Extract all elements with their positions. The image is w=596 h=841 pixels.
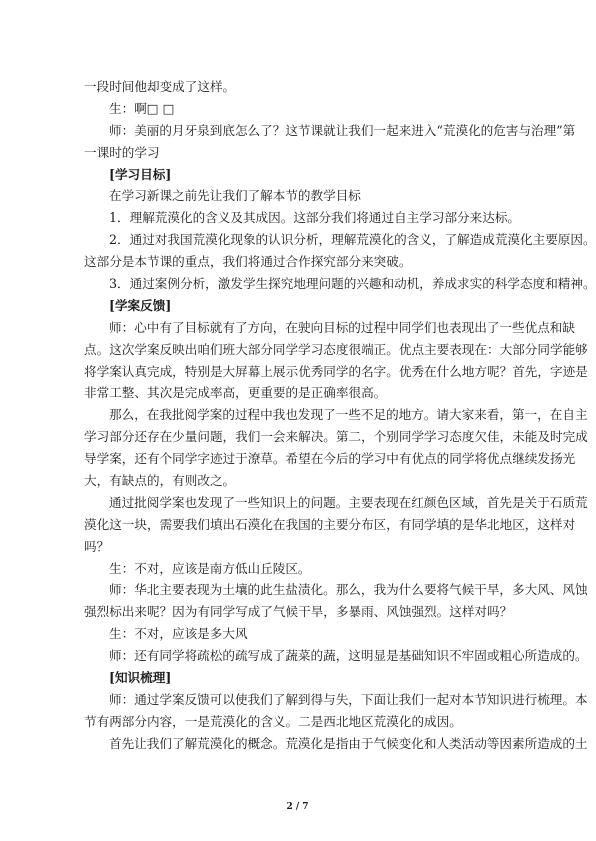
text-line: 生：不对，应该是南方低山丘陵区。 [109,560,311,576]
section-heading: [知识梳理] [109,670,172,686]
text-line: 节有两部分内容，一是荒漠化的含义。二是西北地区荒漠化的成因。 [84,713,462,729]
text-line: 首先让我们了解荒漠化的概念。荒漠化是指由于气候变化和人类活动等因素所造成的土 [109,735,588,751]
text-line: 通过批阅学案也发现了一些知识上的问题。主要表现在红颜色区域，首先是关于石质荒 [109,494,588,510]
text-line: 那么，在我批阅学案的过程中我也发现了一些不足的地方。请大家来看，第一，在自主 [109,407,588,423]
document-body [84,76,596,755]
text-line: 一课时的学习 [84,144,160,160]
text-line: 强烈标出来呢？因为有同学写成了气候干旱，多暴雨、风蚀强烈。这样对吗？ [84,604,513,620]
text-line: 师：华北主要表现为土壤的此生盐渍化。那么，我为什么要将气候干旱，多大风、风蚀 [109,582,588,598]
text-line: 在学习新课之前先让我们了解本节的教学目标 [109,188,361,204]
text-line: 导学案，还有个同学字迹过于潦草。希望在今后的学习中有优点的同学将优点继续发扬光 [84,451,576,467]
text-line: 漠化这一块，需要我们填出石漠化在我国的主要分布区，有同学填的是华北地区，这样对 [84,516,576,532]
text-line: 吗？ [84,538,110,554]
text-line: 一段时间他却变成了这样。 [84,79,236,94]
text-line: 师：美丽的月牙泉到底怎么了？这节课就让我们一起来进入“荒漠化的危害与治理”第 [109,122,576,138]
text-line: 学习部分还存在少量问题，我们一会来解决。第二，个别同学学习态度欠佳，未能及时完成 [84,429,588,445]
text-line: 生：不对，应该是多大风 [109,626,248,642]
text-line: 2．通过对我国荒漠化现象的认识分析，理解荒漠化的含义，了解造成荒漠化主要原因。 [109,232,596,248]
text-line: 师：心中有了目标就有了方向，在驶向目标的过程中同学们也表现出了一些优点和缺 [109,319,575,335]
text-line: 生：啊□ □ [109,100,175,116]
section-heading: [学习目标] [109,166,172,182]
page-number: 2 / 7 [286,802,309,812]
text-line: 点。这次学案反映出咱们班大部分同学学习态度很端正。优点主要表现在：大部分同学能够 [84,341,588,357]
text-line: 大，有缺点的，有则改之。 [84,473,236,489]
text-line: 非常工整、其次是完成率高，更重要的是正确率很高。 [84,385,387,401]
section-heading: [学案反馈] [109,297,172,313]
text-line: 将学案认真完成，特别是大屏幕上展示优秀同学的名字。优秀在什么地方呢？首先，字迹是 [84,363,588,379]
text-line: 3．通过案例分析，激发学生探究地理问题的兴趣和动机，养成求实的科学态度和精神。 [109,276,596,292]
text-line: 师：通过学案反馈可以使我们了解到得与失，下面让我们一起对本节知识进行梳理。本 [109,691,588,707]
text-line: 1．理解荒漠化的含义及其成因。这部分我们将通过自主学习部分来达标。 [109,210,521,226]
text-line: 这部分是本节课的重点，我们将通过合作探究部分来突破。 [84,254,412,270]
text-line: 师：还有同学将疏松的疏写成了蔬菜的蔬，这明显是基础知识不牢固或粗心所造成的。 [109,648,588,664]
